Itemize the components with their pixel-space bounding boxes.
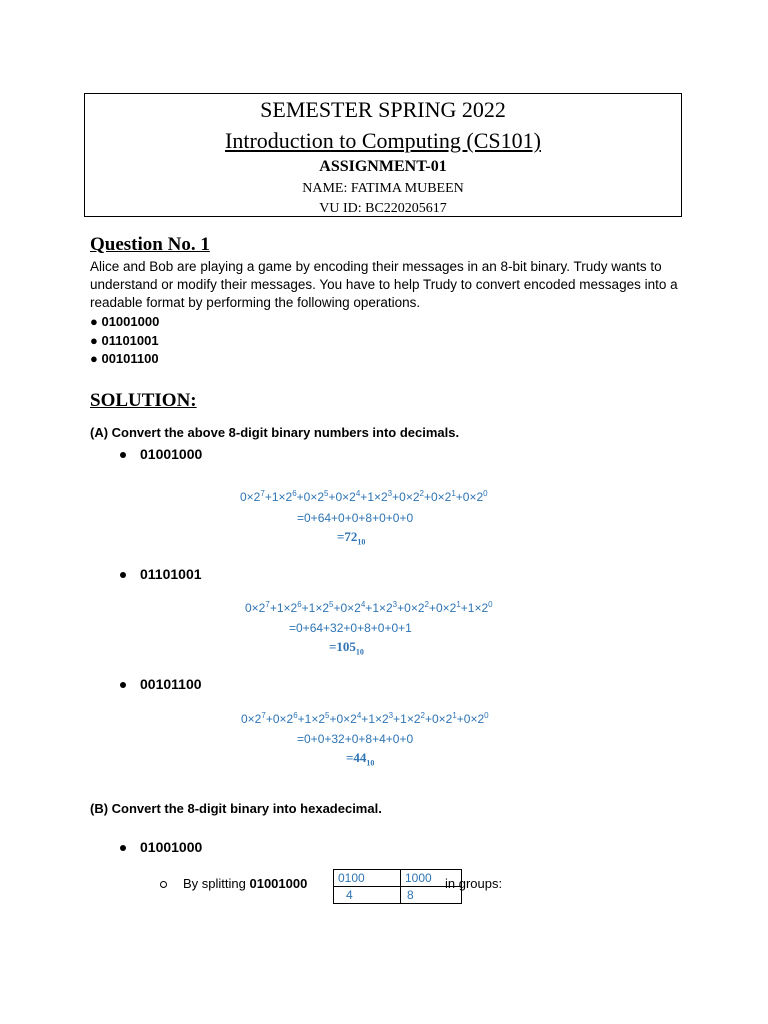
expansion-term: $1\times 2^3$: [367, 489, 393, 504]
expansion-term: $0\times 2^2$: [404, 600, 429, 615]
sum-line: =0+64+0+0+8+0+0+0: [297, 511, 414, 525]
bullet-icon: [120, 845, 126, 851]
hex-cell: 8: [401, 887, 462, 904]
group-table: [333, 869, 462, 904]
question-item: ● 01001000: [90, 314, 160, 329]
bullet-icon: [120, 682, 126, 688]
expansion-term: $0\times 2^4$: [335, 489, 361, 504]
expansion-term: $0\times 2^7$: [241, 711, 266, 726]
binary-item: 01101001: [120, 566, 202, 582]
decimal-result: $=72_{10}$: [337, 529, 366, 547]
expansion-term: $1\times 2^5$: [308, 600, 334, 615]
question-title: Question No. 1: [90, 234, 210, 255]
semester-title: SEMESTER SPRING 2022: [260, 97, 506, 122]
expansion-term: $0\times 2^1$: [430, 489, 456, 504]
decimal-result: $=44_{10}$: [346, 750, 375, 768]
binary-item: 01001000: [120, 839, 202, 855]
expansion-term: $0\times 2^0$: [463, 711, 489, 726]
expansion-term: $1\times 2^3$: [372, 600, 398, 615]
circle-bullet-icon: [160, 881, 167, 888]
part-a-heading: (A) Convert the above 8-digit binary numbers into decimals.: [90, 425, 460, 440]
split-instruction: By splitting 01001000: [160, 876, 307, 891]
question-item: ● 00101100: [90, 351, 159, 366]
expansion-term: $0\times 2^6$: [272, 711, 298, 726]
expansion-term: $1\times 2^3$: [368, 711, 394, 726]
expansion-line: $0\times 2^7+1\times 2^6+0\times 2^5+0\times 2^4+1\times 2^3+0\times 2^2+0\times 2^1+0\times 2^0$: [240, 489, 488, 504]
hex-cell: 4: [334, 887, 401, 904]
expansion-term: $0\times 2^0$: [462, 489, 488, 504]
header-box: [84, 93, 682, 217]
expansion-line: $0\times 2^7+0\times 2^6+1\times 2^5+0\times 2^4+1\times 2^3+1\times 2^2+0\times 2^1+0\times 2^0$: [241, 711, 489, 726]
sum-line: =0+64+32+0+8+0+0+1: [289, 621, 412, 635]
assignment-title: ASSIGNMENT-01: [319, 158, 447, 175]
expansion-term: $0\times 2^1$: [431, 711, 457, 726]
bullet-icon: [120, 452, 126, 458]
student-id: VU ID: BC220205617: [319, 201, 447, 216]
part-b-heading: (B) Convert the 8-digit binary into hexadecimal.: [90, 801, 382, 816]
course-title: Introduction to Computing (CS101): [225, 128, 541, 153]
expansion-term: $1\times 2^5$: [304, 711, 330, 726]
expansion-term: $1\times 2^6$: [276, 600, 302, 615]
sum-line: =0+0+32+0+8+4+0+0: [297, 732, 414, 746]
expansion-term: $0\times 2^7$: [245, 600, 270, 615]
expansion-term: $1\times 2^0$: [467, 600, 493, 615]
expansion-term: $0\times 2^2$: [399, 489, 424, 504]
expansion-term: $1\times 2^6$: [271, 489, 297, 504]
question-body: Alice and Bob are playing a game by encoding their messages in an 8-bit binary. Trudy wants to understand or modify their messages. You have to help Trudy to convert encoded messages into a readable format by performing the following operations.: [90, 259, 678, 310]
binary-item: 00101100: [120, 676, 202, 692]
solution-title: SOLUTION:: [90, 390, 197, 411]
binary-item: 01001000: [120, 446, 202, 462]
decimal-result: $=105_{10}$: [329, 639, 364, 657]
expansion-term: $0\times 2^4$: [340, 600, 366, 615]
group-cell: 0100: [334, 870, 401, 887]
student-name: NAME: FATIMA MUBEEN: [302, 181, 464, 196]
groups-suffix: in groups:: [445, 876, 503, 891]
question-item: ● 01101001: [90, 333, 159, 348]
bullet-icon: [120, 572, 126, 578]
group-cell: 1000: [401, 870, 462, 887]
expansion-term: $1\times 2^2$: [400, 711, 425, 726]
expansion-term: $0\times 2^4$: [336, 711, 362, 726]
expansion-term: $0\times 2^7$: [240, 489, 265, 504]
expansion-line: $0\times 2^7+1\times 2^6+1\times 2^5+0\times 2^4+1\times 2^3+0\times 2^2+0\times 2^1+1\times 2^0$: [245, 600, 493, 615]
expansion-term: $0\times 2^5$: [303, 489, 329, 504]
expansion-term: $0\times 2^1$: [435, 600, 461, 615]
